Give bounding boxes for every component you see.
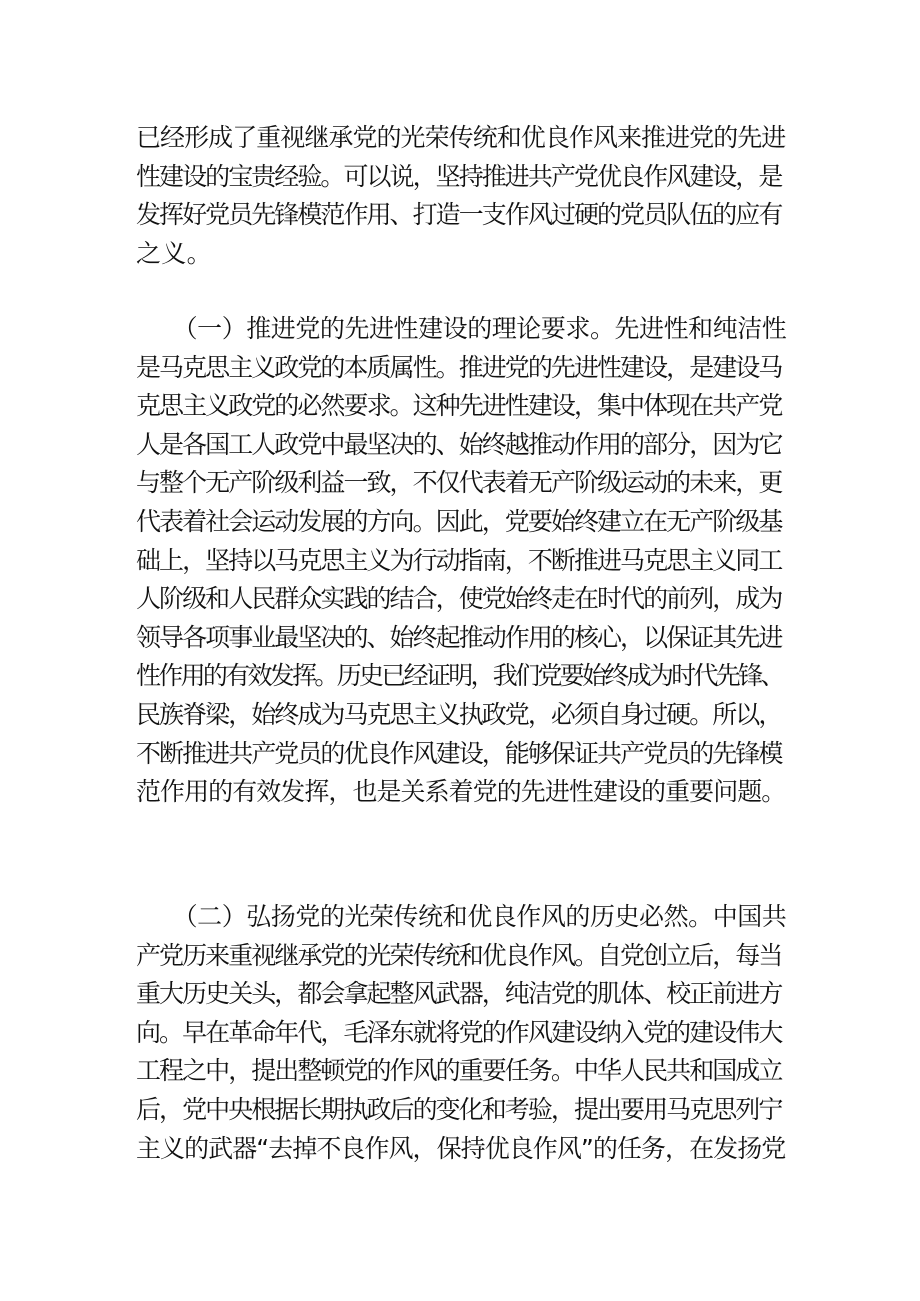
text-line: 础上，坚持以马克思主义为行动指南，不断推进马克思主义同工 [136,545,782,575]
text-line: 产党历来重视继承党的光荣传统和优良作风。自党创立后，每当 [136,940,782,970]
text-line: 工程之中，提出整顿党的作风的重要任务。中华人民共和国成立 [136,1056,782,1086]
text-line: 向。早在革命年代，毛泽东就将党的作风建设纳入党的建设伟大 [136,1017,782,1047]
text-line: 之义。 [136,238,212,268]
text-line: 发挥好党员先锋模范作用、打造一支作风过硬的党员队伍的应有 [136,200,782,230]
text-line: 范作用的有效发挥，也是关系着党的先进性建设的重要问题。 [136,777,786,807]
text-line: 人是各国工人政党中最坚决的、始终越推动作用的部分，因为它 [136,429,782,459]
text-line: 不断推进共产党员的优良作风建设，能够保证共产党员的先锋模 [136,738,782,768]
text-line: （一）推进党的先进性建设的理论要求。先进性和纯洁性 [136,314,787,343]
text-line: 领导各项事业最坚决的、始终起推动作用的核心，以保证其先进 [136,622,782,652]
text-line: 民族脊梁，始终成为马克思主义执政党，必须自身过硬。所以， [136,699,782,729]
text-line: 代表着社会运动发展的方向。因此，党要始终建立在无产阶级基 [136,506,782,536]
text-line: 是马克思主义政党的本质属性。推进党的先进性建设，是建设马 [136,352,782,382]
text-line: 重大历史关头，都会拿起整风武器，纯洁党的肌体、校正前进方 [136,979,782,1009]
text-line: 后，党中央根据长期执政后的变化和考验，提出要用马克思列宁 [136,1094,782,1124]
text-line: 克思主义政党的必然要求。这种先进性建设，集中体现在共产党 [136,391,782,421]
text-line: 已经形成了重视继承党的光荣传统和优良作风来推进党的先进 [136,123,786,152]
text-line: （二）弘扬党的光荣传统和优良作风的历史必然。中国共 [136,902,787,931]
text-line: 性建设的宝贵经验。可以说，坚持推进共产党优良作风建设，是 [136,161,782,191]
text-line: 主义的武器“去掉不良作风，保持优良作风”的任务，在发扬党 [136,1133,786,1163]
paragraph-section-one [136,310,786,812]
text-line: 人阶级和人民群众实践的结合，使党始终走在时代的前列，成为 [136,584,782,614]
paragraph-section-two [136,898,786,1168]
text-line: 性作用的有效发挥。历史已经证明，我们党要始终成为时代先锋、 [136,661,783,691]
paragraph-intro [136,119,786,273]
text-line: 与整个无产阶级利益一致，不仅代表着无产阶级运动的未来，更 [136,468,782,498]
